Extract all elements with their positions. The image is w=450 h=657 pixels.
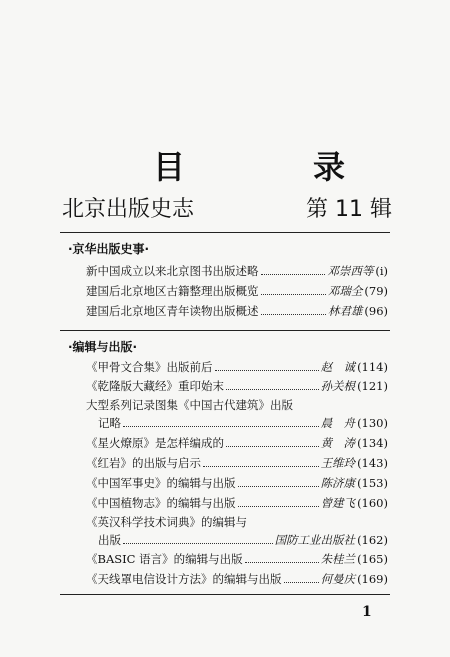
entry-title: 《天线罩电信设计方法》的编辑与出版 [86, 572, 282, 586]
entry-page: (96) [364, 304, 388, 318]
leader-dots [261, 285, 326, 295]
entry-title: 《星火燎原》是怎样编成的 [86, 436, 224, 450]
entry-title-line1: 《英汉科学技术词典》的编辑与 [86, 515, 247, 529]
toc-entry [86, 262, 388, 280]
leader-dots [284, 573, 319, 583]
leader-dots [261, 305, 326, 315]
entry-title: 《乾隆版大藏经》重印始末 [86, 379, 224, 393]
entry-author: 何曼庆 [320, 572, 356, 586]
entry-page: (134) [357, 436, 388, 450]
entry-author: 晨 舟 [320, 416, 356, 430]
toc-entry [86, 550, 388, 568]
entry-author: 曾建飞 [320, 496, 356, 510]
toc-entry [86, 434, 388, 452]
leader-dots [123, 534, 273, 544]
leader-dots [261, 265, 326, 275]
toc-entry [86, 494, 388, 512]
entry-author: 邓崇西等 [327, 264, 374, 278]
entry-page: (121) [357, 379, 388, 393]
entry-author: 国防工业出版社 [274, 533, 356, 547]
entry-page: (ⅰ) [375, 264, 388, 278]
entry-title: 《中国植物志》的编辑与出版 [86, 496, 236, 510]
entry-author: 朱桂兰 [320, 552, 356, 566]
entry-title: 《甲骨文合集》出版前后 [86, 360, 213, 374]
entry-author: 王维玲 [320, 456, 356, 470]
entry-page: (79) [364, 284, 388, 298]
entry-page: (130) [357, 416, 388, 430]
leader-dots [238, 477, 319, 487]
toc-entry [86, 474, 388, 492]
volume-number: 第 11 辑 [306, 197, 392, 222]
toc-entry [98, 414, 388, 432]
toc-entry [86, 570, 388, 588]
leader-dots [123, 417, 319, 427]
entry-page: (165) [357, 552, 388, 566]
entry-title: 记略 [98, 416, 121, 430]
entry-title: 出版 [98, 533, 121, 547]
entry-author: 陈济康 [320, 476, 356, 490]
page-number: 1 [362, 604, 372, 620]
book-name: 北京出版史志 [62, 197, 195, 222]
leader-dots [203, 457, 319, 467]
section-heading: ·编辑与出版· [68, 340, 138, 354]
entry-title: 新中国成立以来北京图书出版述略 [86, 264, 259, 278]
divider [60, 330, 390, 331]
entry-title: 《BASIC 语言》的编辑与出版 [86, 552, 243, 566]
toc-entry [86, 282, 388, 300]
toc-entry [86, 377, 388, 395]
entry-title: 建国后北京地区青年读物出版概述 [86, 304, 259, 318]
leader-dots [238, 497, 319, 507]
leader-dots [245, 553, 319, 563]
entry-author: 黄 涛 [320, 436, 356, 450]
entry-page: (143) [357, 456, 388, 470]
toc-entry [86, 302, 388, 320]
toc-entry [98, 531, 388, 549]
entry-title-line1: 大型系列记录图集《中国古代建筑》出版 [86, 398, 293, 412]
entry-author: 赵 诚 [320, 360, 356, 374]
toc-entry [86, 358, 388, 376]
entry-author: 孙关根 [320, 379, 356, 393]
entry-page: (169) [357, 572, 388, 586]
entry-page: (160) [357, 496, 388, 510]
page-title: 目 录 [152, 148, 393, 186]
divider [60, 594, 390, 595]
section-heading: ·京华出版史事· [68, 242, 150, 256]
entry-page: (162) [357, 533, 388, 547]
leader-dots [215, 361, 319, 371]
divider [60, 232, 390, 233]
entry-title: 《中国军事史》的编辑与出版 [86, 476, 236, 490]
entry-page: (114) [357, 360, 388, 374]
entry-title: 建国后北京地区古籍整理出版概览 [86, 284, 259, 298]
leader-dots [226, 437, 319, 447]
entry-author: 邓瑞全 [327, 284, 363, 298]
entry-author: 林君雄 [327, 304, 363, 318]
toc-entry [86, 454, 388, 472]
entry-page: (153) [357, 476, 388, 490]
entry-title: 《红岩》的出版与启示 [86, 456, 201, 470]
leader-dots [226, 380, 319, 390]
